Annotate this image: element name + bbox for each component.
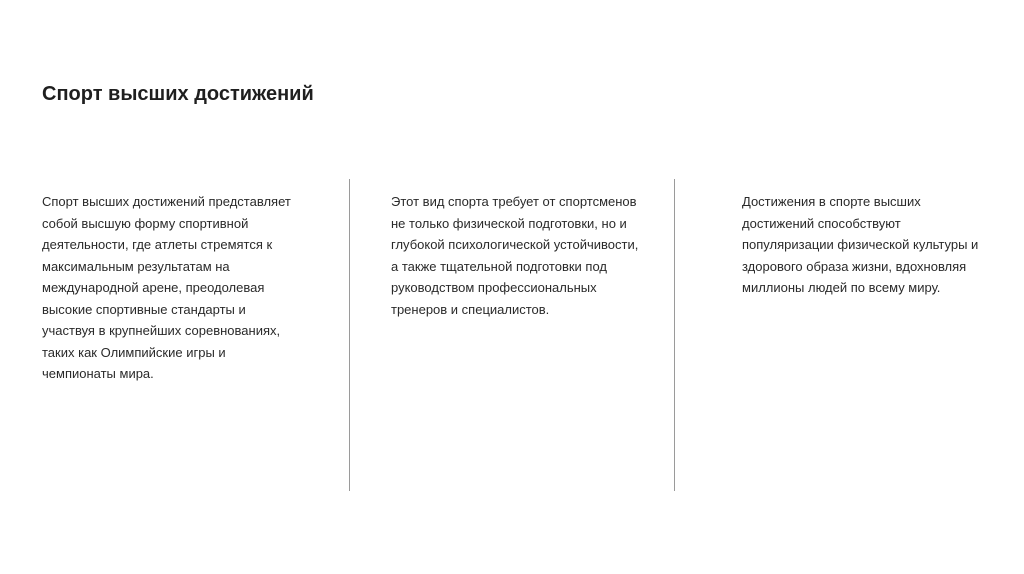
column-2-line: не только физической подготовки, но и [391, 215, 627, 231]
column-2-line: а также тщательной подготовки под [391, 258, 607, 274]
text-column-2 [391, 191, 671, 320]
column-3-line: здорового образа жизни, вдохновляя [742, 258, 967, 274]
text-column-1 [42, 191, 332, 385]
column-1-line: максимальным результатам на [42, 258, 230, 274]
column-1-line: таких как Олимпийские игры и [42, 344, 226, 360]
column-3-line: миллионы людей по всему миру. [742, 280, 941, 295]
column-3-line: популяризации физической культуры и [742, 237, 979, 252]
column-1-line: участвуя в крупнейших соревнованиях, [42, 323, 281, 338]
column-1-line: высокие спортивные стандарты и [42, 301, 246, 317]
column-1-line: Спорт высших достижений представляет [42, 194, 291, 209]
column-2-line: руководством профессиональных [391, 280, 597, 295]
column-3-line: Достижения в спорте высших [742, 194, 921, 209]
column-2-line: тренеров и специалистов. [391, 301, 550, 317]
column-1-line: международной арене, преодолевая [42, 280, 265, 295]
column-divider [349, 179, 350, 491]
column-2-line: глубокой психологической устойчивости, [391, 237, 639, 252]
slide-title: Спорт высших достижений [42, 83, 314, 105]
column-1-line: собой высшую форму спортивной [42, 215, 249, 231]
text-column-3 [742, 191, 1007, 299]
column-divider [674, 179, 675, 491]
column-1-line: деятельности, где атлеты стремятся к [42, 237, 273, 252]
column-3-line: достижений способствуют [742, 215, 901, 231]
column-2-line: Этот вид спорта требует от спортсменов [391, 194, 637, 209]
column-1-line: чемпионаты мира. [42, 366, 154, 381]
